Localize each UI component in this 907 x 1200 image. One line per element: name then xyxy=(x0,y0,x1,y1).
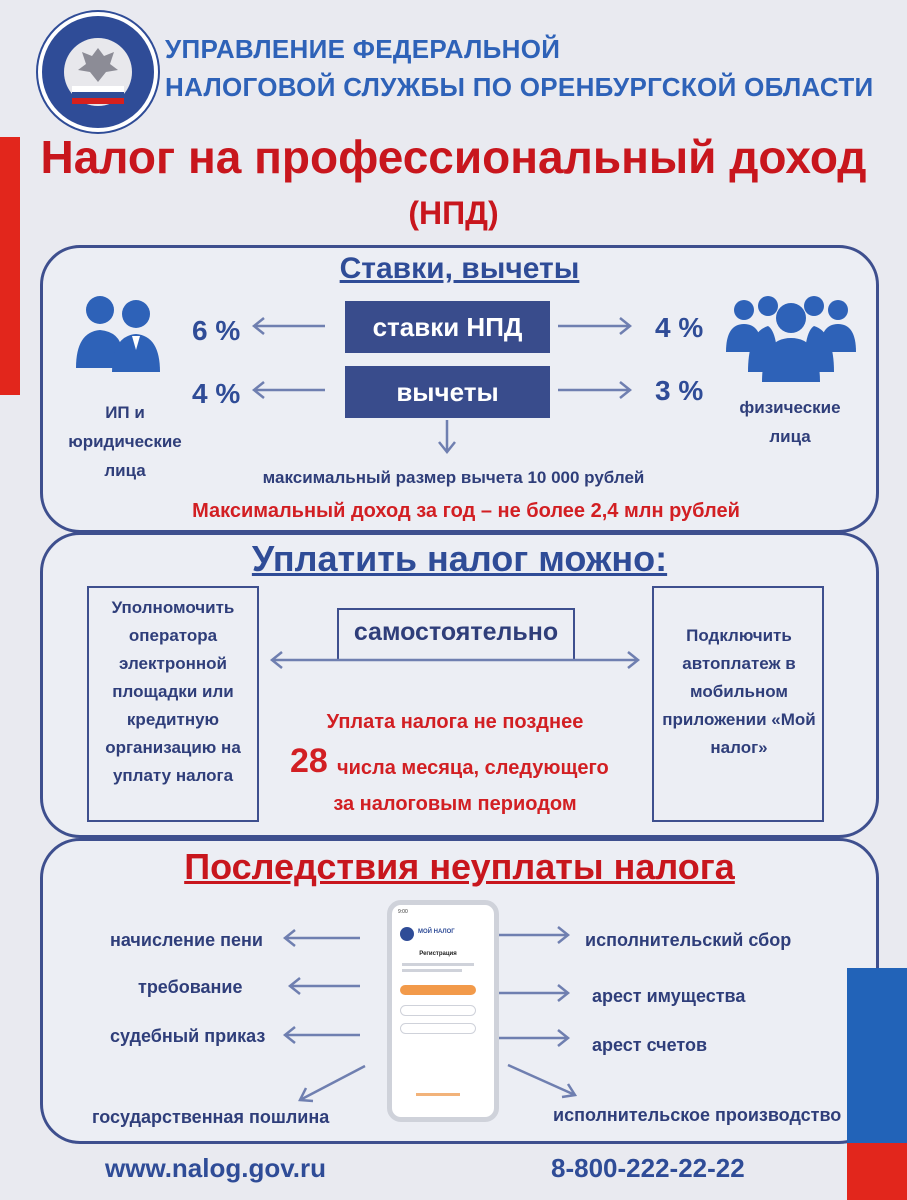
page-title: Налог на профессиональный доход xyxy=(40,131,867,183)
consequence-enforcement-proceedings: исполнительское производство xyxy=(553,1105,842,1125)
deadline-line2: числа месяца, следующего xyxy=(337,757,609,779)
red-accent-block xyxy=(847,1143,907,1200)
org-name-line1: УПРАВЛЕНИЕ ФЕДЕРАЛЬНОЙ xyxy=(165,34,561,64)
phone-app-icon xyxy=(387,900,499,1122)
consequence-court-order: судебный приказ xyxy=(110,1026,266,1046)
max-deduction-text: максимальный размер вычета 10 000 рублей xyxy=(262,468,645,487)
max-income-text: Максимальный доход за год – не более 2,4 млн рублей xyxy=(192,500,740,522)
org-name-line2: НАЛОГОВОЙ СЛУЖБЫ ПО ОРЕНБУРГСКОЙ ОБЛАСТИ xyxy=(165,72,874,102)
phone-secondary-button xyxy=(400,1005,476,1016)
rates-heading: Ставки, вычеты xyxy=(339,252,580,285)
phone-tertiary-button xyxy=(400,1023,476,1034)
phone-screen-title: Регистрация xyxy=(419,951,457,957)
left-group-label: ИП и юридические лица xyxy=(68,403,182,480)
left-deduction-value: 4 % xyxy=(192,378,241,409)
phone-time: 9:00 xyxy=(398,909,408,915)
right-group-label: физические лица xyxy=(739,398,841,446)
consequence-accounts-arrest: арест счетов xyxy=(592,1035,708,1055)
right-rate-value: 4 % xyxy=(655,312,704,343)
individuals-group-icon xyxy=(720,292,862,382)
consequence-demand: требование xyxy=(138,977,243,997)
hotline-phone[interactable]: 8-800-222-22-22 xyxy=(551,1153,745,1183)
blue-accent-block xyxy=(847,968,907,1143)
fns-emblem-icon xyxy=(38,12,158,132)
consequence-state-duty: государственная пошлина xyxy=(92,1107,330,1127)
right-deduction-value: 3 % xyxy=(655,375,704,406)
self-pay-arrow xyxy=(268,650,642,670)
autopay-option-text: Подключить автоплатеж в мобильном приложении «Мой налог» xyxy=(662,626,816,757)
consequence-property-arrest: арест имущества xyxy=(592,986,746,1006)
deadline-line1: Уплата налога не позднее xyxy=(326,711,584,733)
consequence-penalty: начисление пени xyxy=(110,930,263,950)
website-link[interactable]: www.nalog.gov.ru xyxy=(105,1153,326,1183)
consequences-heading: Последствия неуплаты налога xyxy=(184,846,735,887)
left-rate-value: 6 % xyxy=(192,315,241,346)
operator-option-text: Уполномочить оператора электронной площадки или кредитную организацию на уплату налога xyxy=(105,598,241,785)
phone-primary-button xyxy=(400,985,476,995)
payment-heading: Уплатить налог можно: xyxy=(251,538,668,579)
deductions-box: вычеты xyxy=(345,366,550,418)
deadline-line3: за налоговым периодом xyxy=(333,793,577,815)
deadline-day: 28 xyxy=(290,742,328,780)
rates-npd-box: ставки НПД xyxy=(345,301,550,353)
phone-app-name: МОЙ НАЛОГ xyxy=(418,929,455,935)
business-people-icon xyxy=(72,290,172,372)
self-pay-label: самостоятельно xyxy=(353,618,559,646)
page-subtitle: (НПД) xyxy=(408,195,499,231)
phone-app-logo xyxy=(400,927,414,941)
consequence-enforcement-fee: исполнительский сбор xyxy=(585,930,792,950)
